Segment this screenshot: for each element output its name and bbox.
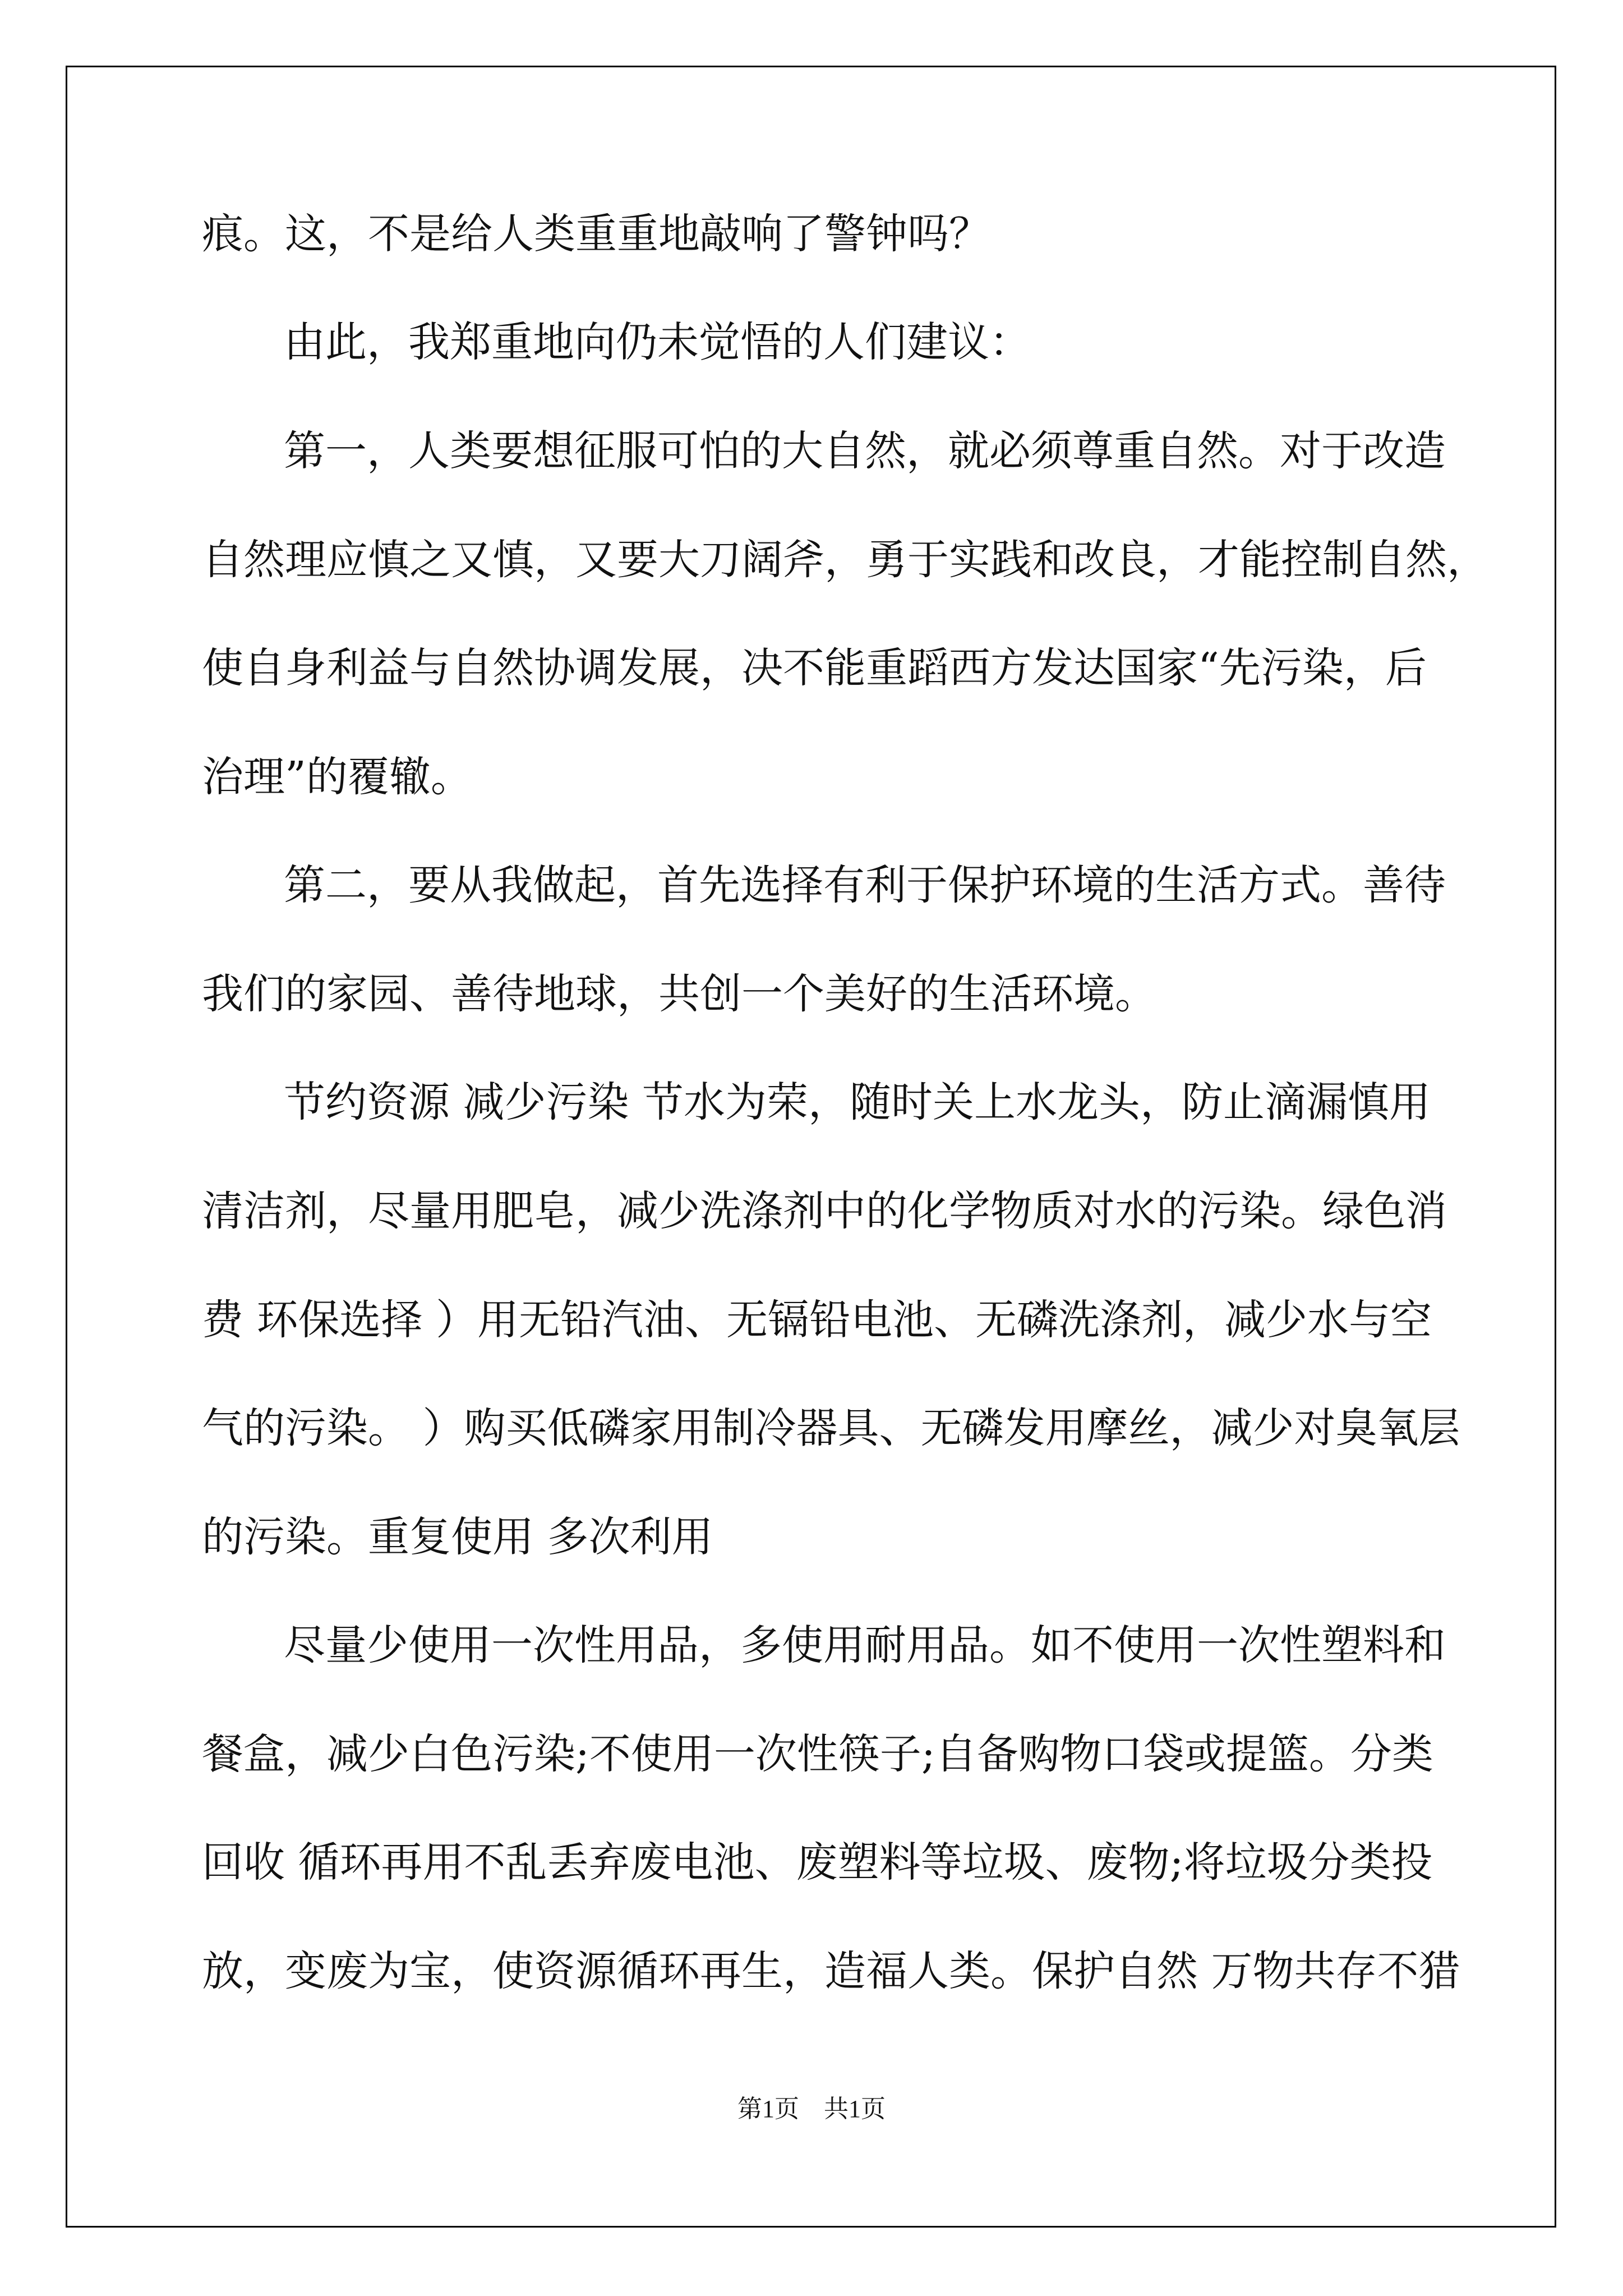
text-line: 费 环保选择 ）用无铅汽油、无镉铅电池、无磷洗涤剂，减少水与空 [202, 1296, 1432, 1344]
text-line: 我们的家园、善待地球，共创一个美好的生活环境。 [202, 970, 1156, 1018]
text-line: 清洁剂，尽量用肥皂，减少洗涤剂中的化学物质对水的污染。绿色消 [202, 1187, 1447, 1235]
page-border [66, 66, 1556, 2228]
text-line: 回收 循环再用不乱丢弃废电池、废塑料等垃圾、废物;将垃圾分类投 [202, 1838, 1433, 1887]
text-line: 尽量少使用一次性用品，多使用耐用品。如不使用一次性塑料和 [284, 1621, 1446, 1669]
text-line: 节约资源 减少污染 节水为荣，随时关上水龙头，防止滴漏慎用 [284, 1078, 1431, 1126]
text-line: 痕。这，不是给人类重重地敲响了警钟吗？ [202, 210, 990, 258]
text-line: 第一，人类要想征服可怕的大自然，就必须尊重自然。对于改造 [284, 427, 1446, 475]
text-line: 自然理应慎之又慎，又要大刀阔斧，勇于实践和改良，才能控制自然， [202, 536, 1488, 584]
text-line: 由此，我郑重地向仍未觉悟的人们建议： [284, 318, 1031, 366]
text-line: 放，变废为宝，使资源循环再生，造福人类。保护自然 万物共存不猎 [202, 1947, 1460, 1995]
text-line: 使自身利益与自然协调发展，决不能重蹈西方发达国家“先污染，后 [202, 644, 1427, 692]
page-number: 第1页 [737, 2095, 799, 2123]
text-line: 第二，要从我做起，首先选择有利于保护环境的生活方式。善待 [284, 861, 1446, 909]
text-line: 餐盒，减少白色污染;不使用一次性筷子;自备购物口袋或提篮。分类 [202, 1730, 1433, 1778]
text-line: 气的污染。 ）购买低磷家用制冷器具、无磷发用摩丝，减少对臭氧层 [202, 1404, 1460, 1452]
text-line: 治理”的覆辙。 [202, 753, 472, 801]
page-total: 共1页 [824, 2095, 886, 2123]
page-footer [0, 2097, 1623, 2122]
text-line: 的污染。重复使用 多次利用 [202, 1513, 713, 1561]
